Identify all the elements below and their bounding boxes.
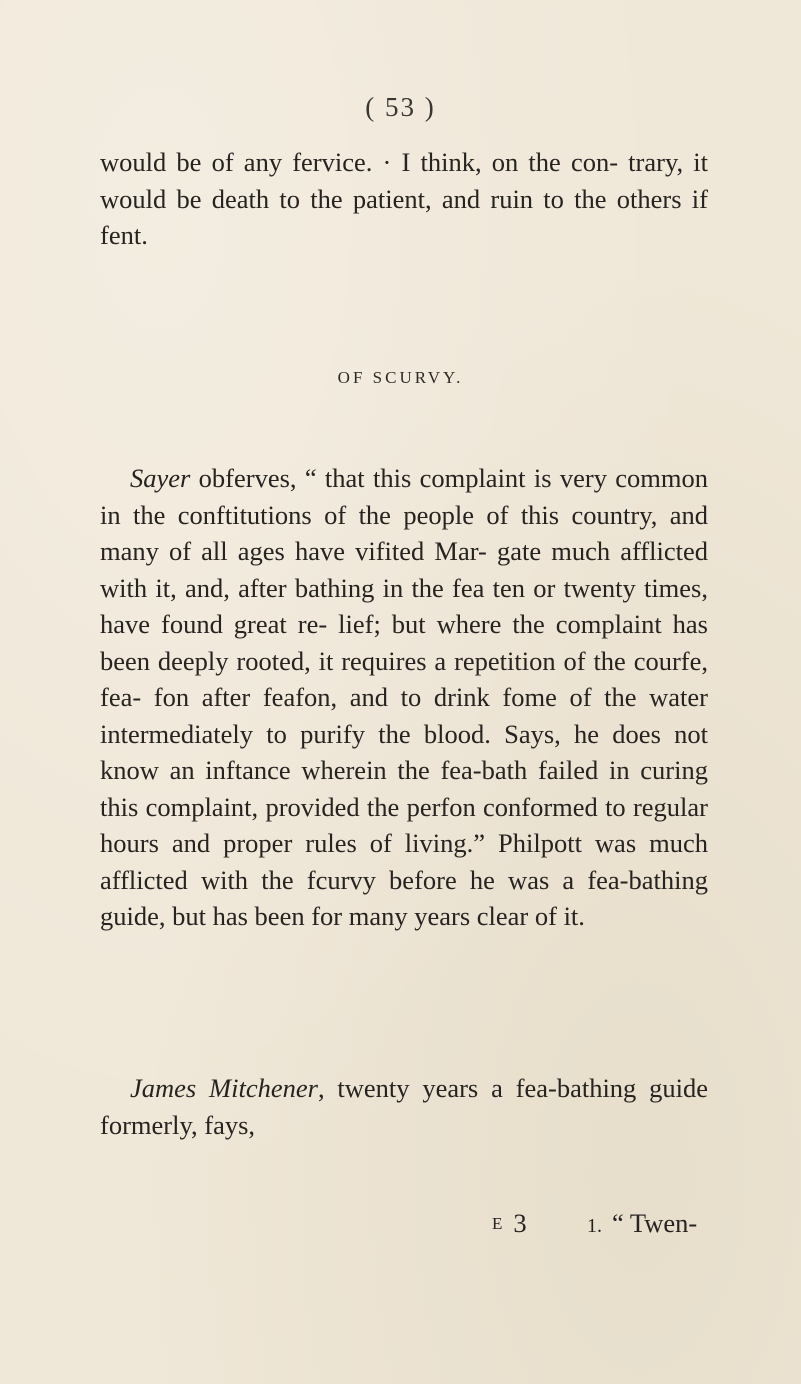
catchword-number: 1. xyxy=(587,1215,602,1237)
author-name-sayer: Sayer xyxy=(130,463,191,493)
signature-mark xyxy=(492,1208,527,1239)
scurvy-paragraph-body xyxy=(100,460,708,935)
catchword-text: “ Twen- xyxy=(612,1208,698,1238)
catchword xyxy=(587,1208,697,1239)
scurvy-paragraph xyxy=(100,460,708,935)
continuation-paragraph-text: would be of any fervice. · I think, on the con- trary, it would be death to the patient, and ruin to the others if fent. xyxy=(100,147,708,250)
james-paragraph xyxy=(100,1070,708,1143)
continuation-paragraph xyxy=(100,144,708,254)
signature-number: 3 xyxy=(513,1208,527,1238)
signature-letter: E xyxy=(492,1214,504,1233)
author-name-james-mitchener: James Mitchener xyxy=(130,1073,318,1103)
james-paragraph-text: , twenty years a fea-bathing guide formerly, fays, xyxy=(100,1073,708,1140)
james-paragraph-body xyxy=(100,1070,708,1143)
section-heading: OF SCURVY. xyxy=(337,368,464,387)
page-footer xyxy=(0,1208,801,1248)
page-number: ( 53 ) xyxy=(365,92,436,122)
scurvy-paragraph-text: obferves, “ that this complaint is very common in the conftitutions of the people of this country, and many of all ages have vifited Mar- gate much afflicted with it, and, after bathing in the fea ten or twenty times, have found great re- lief; but where the complaint has been deeply rooted, it requires a repetition of the courfe, fea- fon after feafon, and to drink fome of the water intermediately to purify the blood. Says, he does not know an inftance wherein the fea-bath failed in curing this complaint, provided the perfon conformed to regular hours and proper rules of living.” Philpott was much afflicted with the fcurvy before he was a fea-bathing guide, but has been for many years clear of it. xyxy=(100,463,708,931)
